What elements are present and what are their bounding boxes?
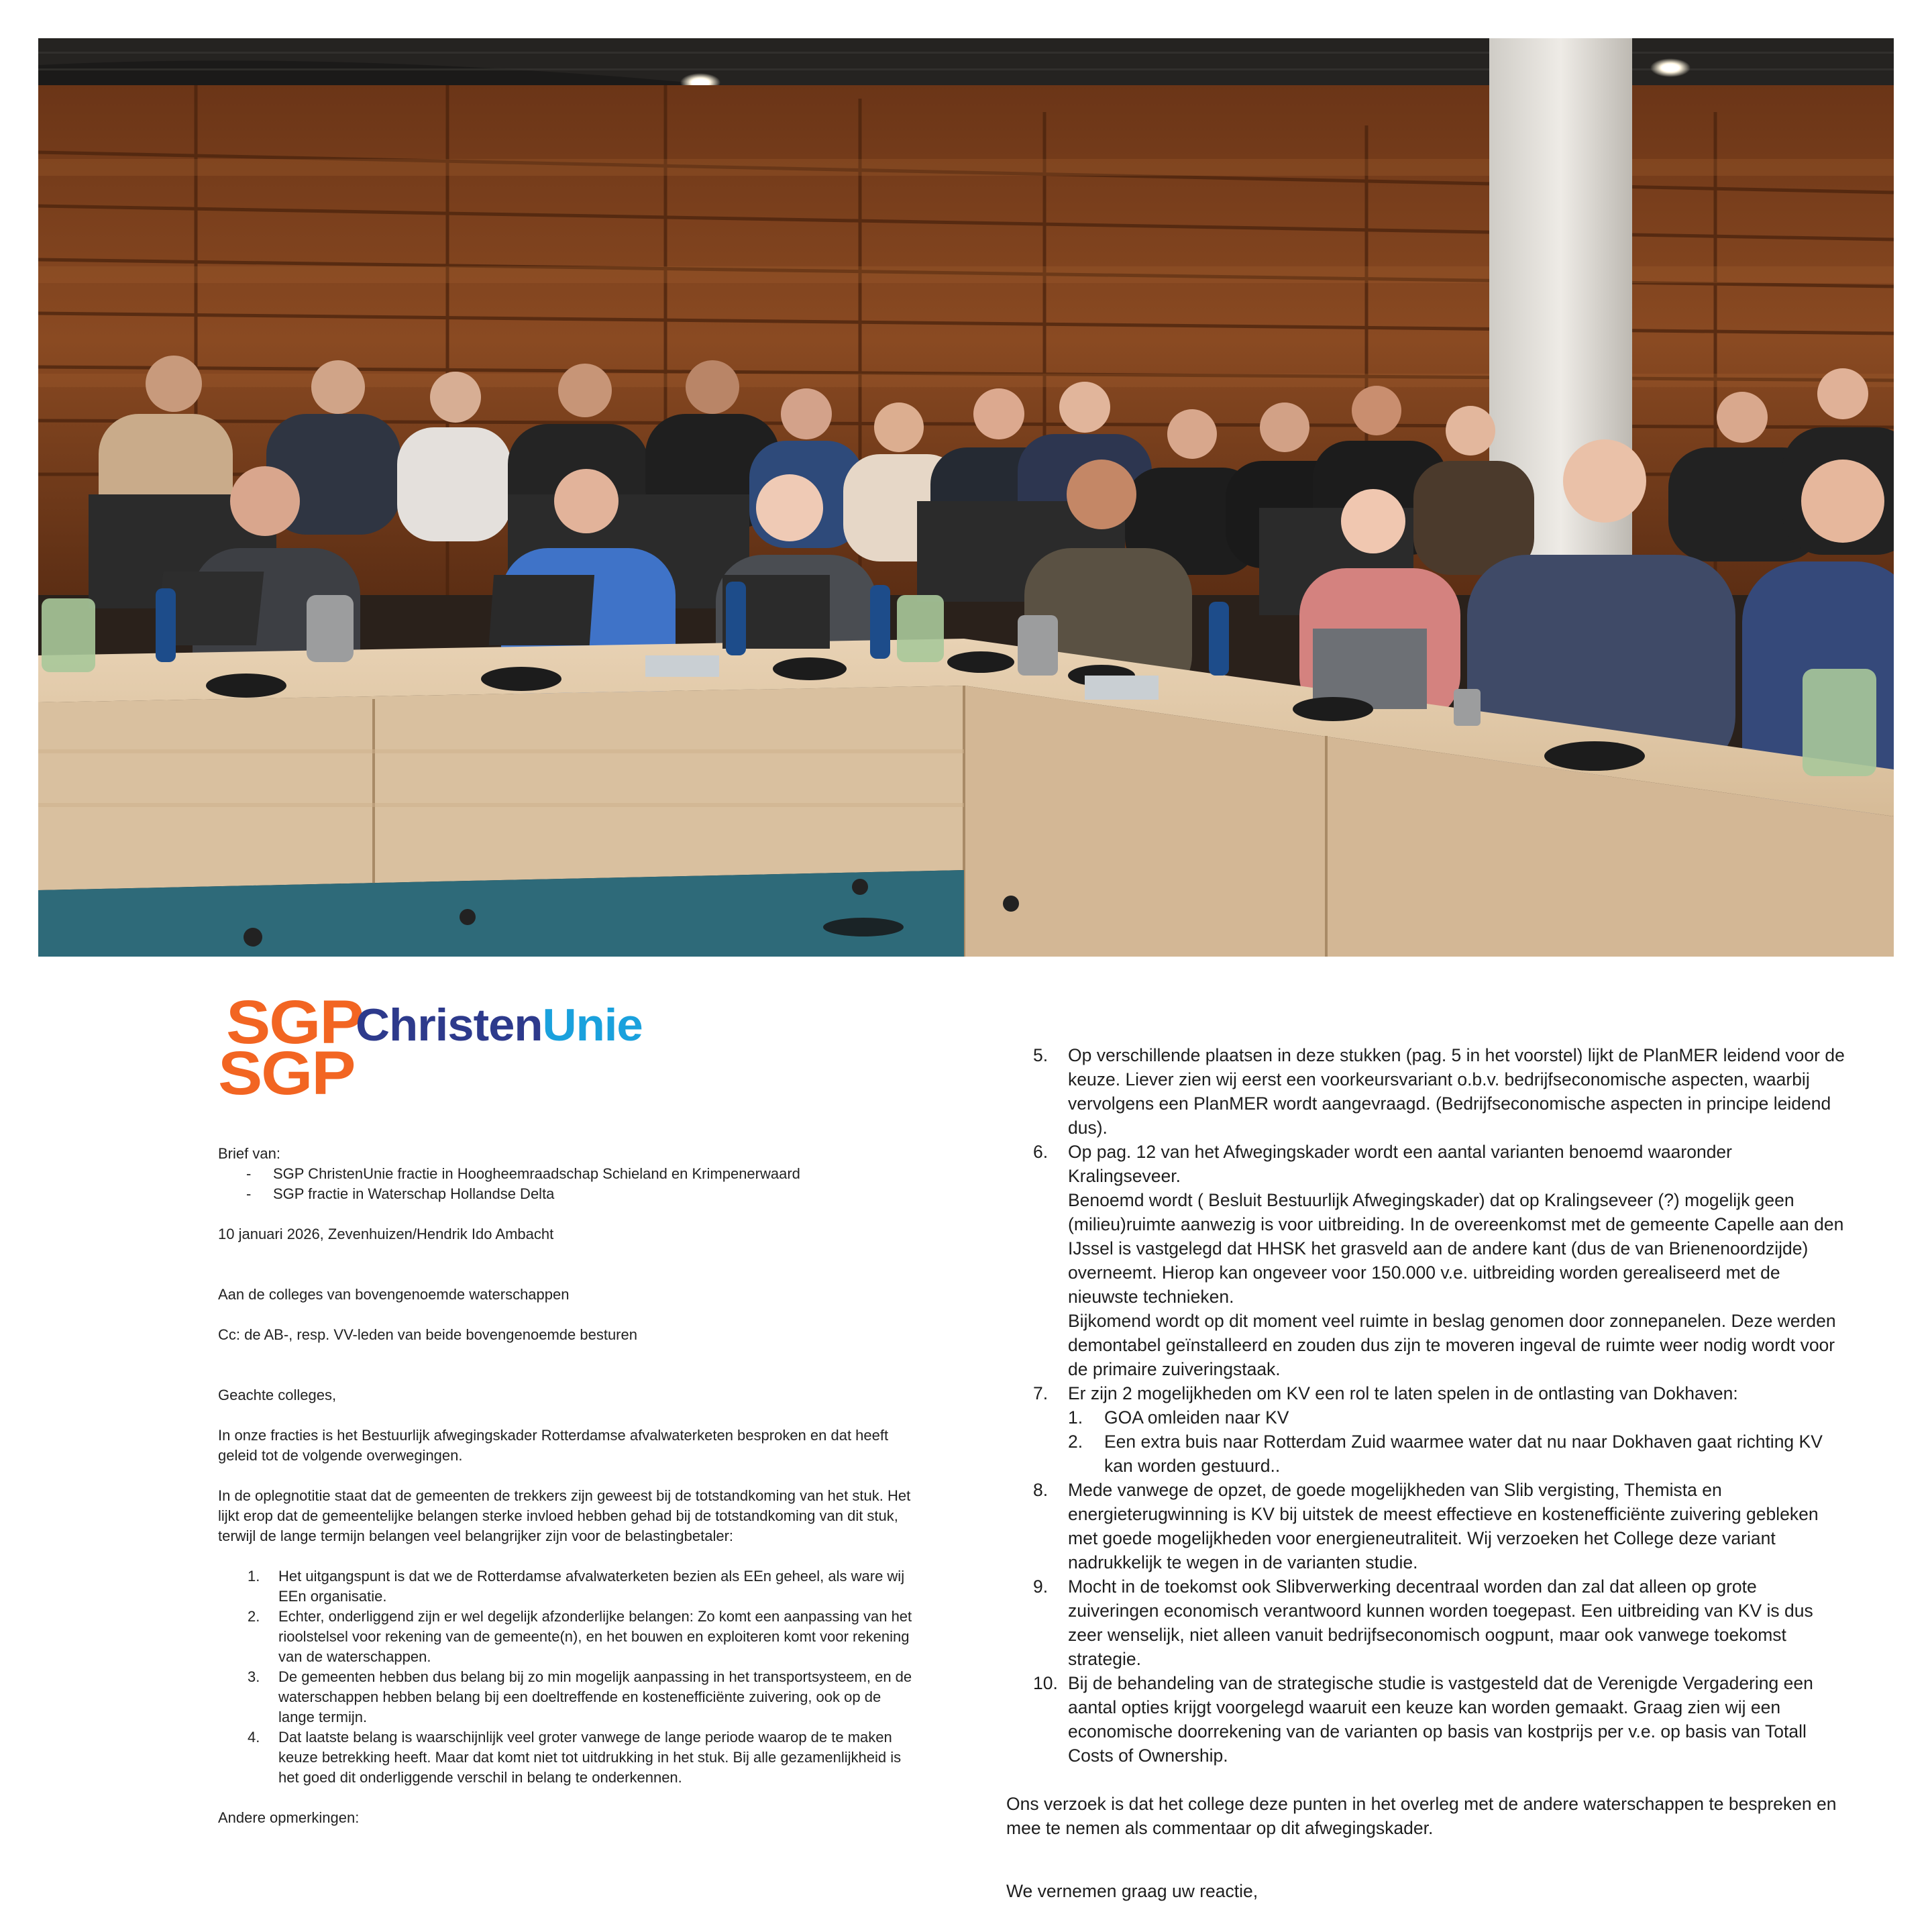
- point-number: 10.: [1033, 1673, 1058, 1693]
- meeting-photo: [38, 38, 1894, 957]
- point-number: 4.: [248, 1729, 260, 1746]
- meeting-room-illustration: [38, 38, 1894, 957]
- point-text: Op verschillende plaatsen in deze stukken (pag. 5 in het voorstel) lijkt de PlanMER leidend voor de keuze. Liever zien wij eerst een voorkeursvariant o.b.v. bedrijfseconomische aspecten, waarbij vervolgens een PlanMER wordt aangevraagd. (Bedrijfseconomische aspecten in principe leidend dus).: [1068, 1045, 1845, 1138]
- point-text: Op pag. 12 van het Afwegingskader wordt een aantal varianten benoemd waaronder Kralingseveer.: [1068, 1142, 1732, 1186]
- point-number: 2.: [248, 1608, 260, 1625]
- point-number: 6.: [1033, 1142, 1049, 1162]
- context-paragraph: In de oplegnotitie staat dat de gemeenten de trekkers zijn geweest bij de totstandkoming van het stuk. Het lijkt erop dat de gemeentelijke belangen sterke invloed hebben gehad bij de totstandkoming van dit stuk, terwijl de lange termijn belangen veel belangrijker zijn voor de belastingbetaler:: [218, 1487, 911, 1544]
- point-item: [1033, 1671, 1845, 1768]
- point-text: De gemeenten hebben dus belang bij zo min mogelijk aanpassing in het transportsysteem, en de waterschappen hebben belang bij een doeltreffende en kostenefficiënte zuivering, ook op de lange termijn.: [278, 1668, 912, 1725]
- point-number: 5.: [1033, 1045, 1049, 1065]
- letter-right-column: [1006, 1043, 1845, 1903]
- christenunie-logo-christen: Christen: [356, 1000, 543, 1051]
- salutation: Geachte colleges,: [218, 1387, 337, 1403]
- point-item: [248, 1667, 916, 1727]
- closing-line: We vernemen graag uw reactie,: [1006, 1881, 1258, 1901]
- sub-point-number: 1.: [1068, 1407, 1083, 1428]
- sub-point-item: [1068, 1430, 1845, 1478]
- sub-point-text: Een extra buis naar Rotterdam Zuid waarmee water dat nu naar Dokhaven gaat richting KV kan worden gestuurd..: [1104, 1432, 1823, 1476]
- point-item: [248, 1727, 916, 1788]
- cc-line: Cc: de AB-, resp. VV-leden van beide bovengenoemde besturen: [218, 1326, 637, 1343]
- point-item: [1033, 1574, 1845, 1671]
- point-item: [1033, 1381, 1845, 1478]
- from-label: Brief van:: [218, 1145, 280, 1162]
- intro-paragraph: In onze fracties is het Bestuurlijk afwegingskader Rotterdamse afvalwaterketen besproken en dat heeft geleid tot de volgende overwegingen.: [218, 1427, 889, 1464]
- point-text: Dat laatste belang is waarschijnlijk veel groter vanwege de lange periode waarop de te maken keuze betrekking heeft. Maar dat komt niet tot uitdrukking in het stuk. Bij alle gezamenlijkheid is het goed dit onderliggende verschil in belang te onderkennen.: [278, 1729, 902, 1786]
- point-text: Bij de behandeling van de strategische studie is vastgesteld dat de Verenigde Vergadering een aantal opties krijgt voorgelegd waaruit een keuze kan worden gemaakt. Graag zien wij een economische doorrekening van de varianten op basis van kostprijs per v.e. op basis van Totall Costs of Ownership.: [1068, 1673, 1813, 1766]
- sub-point-number: 2.: [1068, 1432, 1083, 1452]
- point-number: 3.: [248, 1668, 260, 1685]
- point-item: [1033, 1478, 1845, 1574]
- point-number: 8.: [1033, 1480, 1049, 1500]
- point-number: 1.: [248, 1568, 260, 1585]
- letter-left-column: [218, 1144, 916, 1828]
- sub-point-item: [1068, 1405, 1845, 1430]
- point-text: Mocht in de toekomst ook Slibverwerking decentraal worden dan zal dat alleen op grote zuiveringen economisch verantwoord kunnen worden toegepast. Een uitbreiding van KV is dus zeer wenselijk, niet alleen vanuit bedrijfseconomisch oogpunt, maar ook vanwege toekomst strategie.: [1068, 1576, 1813, 1669]
- christenunie-logo-unie: Unie: [542, 1000, 643, 1051]
- addressee: Aan de colleges van bovengenoemde waterschappen: [218, 1286, 570, 1303]
- sender-list: [218, 1164, 916, 1204]
- point-text: Echter, onderliggend zijn er wel degelijk afzonderlijke belangen: Zo komt een aanpassing van het rioolstelsel voor rekening van de gemeente(n), en het bouwen en exploiteren komt voor rekening van de waterschappen.: [278, 1608, 912, 1665]
- point-extra-paragraph: Bijkomend wordt op dit moment veel ruimte in beslag genomen door zonnepanelen. Deze werden demontabel geïnstalleerd en zouden dus zijn te moveren ingeval de ruimte weer nodig wordt voor de primaire zuiveringstaak.: [1068, 1311, 1836, 1379]
- sgp-logo-top: SGP: [226, 988, 363, 1057]
- points-list-5-10: [1006, 1043, 1845, 1768]
- point-item: [1033, 1140, 1845, 1381]
- sub-point-text: GOA omleiden naar KV: [1104, 1407, 1289, 1428]
- point-number: 9.: [1033, 1576, 1049, 1597]
- point-text: Het uitgangspunt is dat we de Rotterdamse afvalwaterketen bezien als EEn geheel, als ware wij EEn organisatie.: [278, 1568, 905, 1605]
- point-text: Mede vanwege de opzet, de goede mogelijkheden van Slib vergisting, Themista en energieterugwinning is KV bij uitstek de meest effectieve en kostenefficiënte zuivering gebleken met goede mogelijkheden voor energieneutraliteit. Wij verzoeken het College deze variant nadrukkelijk te wegen in de varianten studie.: [1068, 1480, 1819, 1572]
- letter-date: 10 januari 2026, Zevenhuizen/Hendrik Ido Ambacht: [218, 1226, 554, 1242]
- sender-item: - SGP ChristenUnie fractie in Hoogheemraadschap Schieland en Krimpenerwaard: [246, 1164, 916, 1184]
- sub-points-list: [1068, 1405, 1845, 1478]
- sgp-logo-bottom: SGP: [218, 1039, 355, 1108]
- point-item: [248, 1607, 916, 1667]
- point-item: [1033, 1043, 1845, 1140]
- christenunie-logo: [356, 1000, 643, 1051]
- other-remarks-label: Andere opmerkingen:: [218, 1809, 360, 1826]
- request-paragraph: Ons verzoek is dat het college deze punten in het overleg met de andere waterschappen te bespreken en mee te nemen als commentaar op dit afwegingskader.: [1006, 1794, 1837, 1838]
- point-text: Er zijn 2 mogelijkheden om KV een rol te laten spelen in de ontlasting van Dokhaven:: [1068, 1383, 1738, 1403]
- sgp-christenunie-logo: [218, 988, 688, 1108]
- point-extra-paragraph: Benoemd wordt ( Besluit Bestuurlijk Afwegingskader) dat op Kralingseveer (?) mogelijk geen (milieu)ruimte aanwezig is voor uitbreiding. In de overeenkomst met de gemeente Capelle aan den IJssel is vastgelegd dat HHSK het grasveld aan de andere kant (dus de van Brienenoordzijde) overneemt. Hierop kan ongeveer voor 150.000 v.e. uitbreiding worden gerealiseerd met de nieuwste technieken.: [1068, 1190, 1844, 1307]
- point-item: [248, 1566, 916, 1607]
- sender-item: - SGP fractie in Waterschap Hollandse Delta: [246, 1184, 916, 1204]
- point-number: 7.: [1033, 1383, 1049, 1403]
- points-list-1-4: [218, 1566, 916, 1788]
